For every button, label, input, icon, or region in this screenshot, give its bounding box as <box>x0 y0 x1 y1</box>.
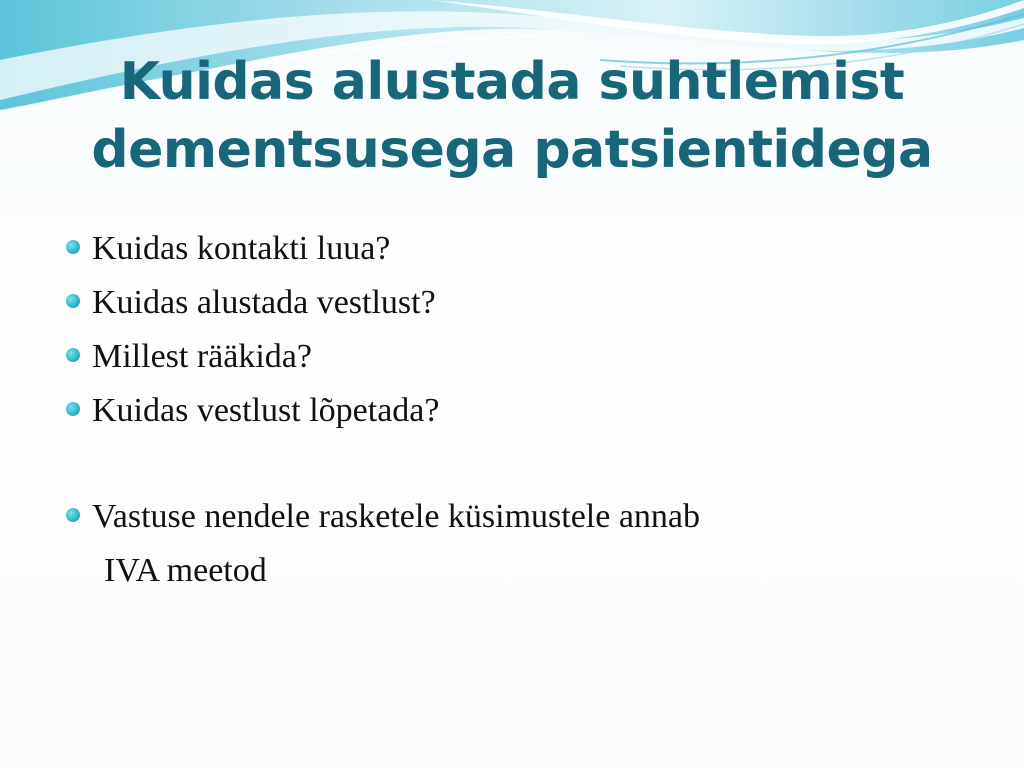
list-item <box>62 276 982 330</box>
bullet-dot-icon <box>66 294 80 308</box>
bullet-list <box>62 222 982 598</box>
bullet-dot-icon <box>66 348 80 362</box>
list-item-text: Kuidas kontakti luua? <box>92 230 391 267</box>
answer-text-line-1: Vastuse nendele rasketele küsimustele annab <box>92 498 701 535</box>
slide-title-line-1: Kuidas alustada suhtlemist <box>119 52 905 112</box>
list-item-text: Kuidas alustada vestlust? <box>92 284 436 321</box>
slide-title-line-2: dementsusega patsientidega <box>91 120 933 180</box>
answer-text-line-2: IVA meetod <box>104 552 267 589</box>
slide-title <box>0 48 1024 184</box>
bullet-dot-icon <box>66 240 80 254</box>
list-item-text: Millest rääkida? <box>92 338 312 375</box>
list-item <box>62 384 982 438</box>
bullet-dot-icon <box>66 402 80 416</box>
list-item <box>62 222 982 276</box>
list-item <box>62 330 982 384</box>
answer-item <box>62 490 982 598</box>
bullet-dot-icon <box>66 508 80 522</box>
list-item-text: Kuidas vestlust lõpetada? <box>92 392 440 429</box>
